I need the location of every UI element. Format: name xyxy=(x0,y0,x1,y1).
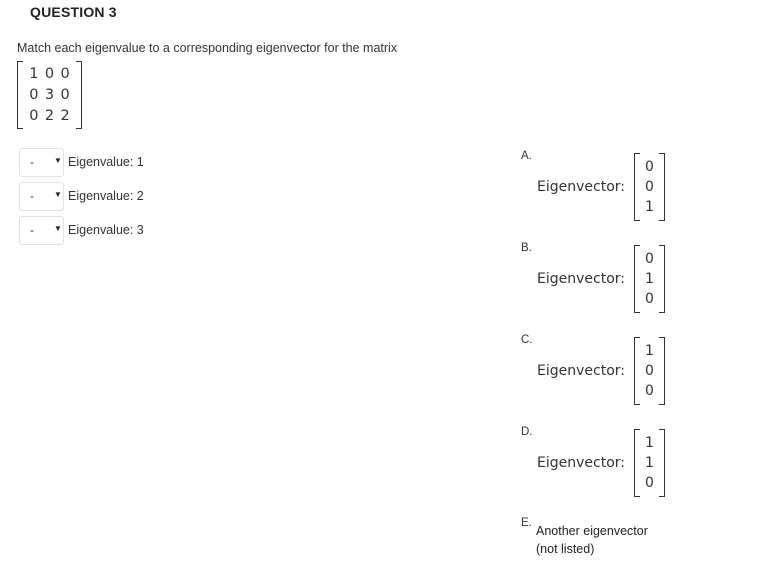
select-value: - xyxy=(30,155,34,169)
question-title: QUESTION 3 xyxy=(30,4,117,20)
option-c-letter: C. xyxy=(521,334,533,346)
matrix-cell: 0 xyxy=(29,86,39,103)
vector-cell: 1 xyxy=(645,435,654,451)
option-e-letter: E. xyxy=(521,517,532,529)
option-c-vector xyxy=(634,337,665,405)
option-b-label: Eigenvector: xyxy=(537,271,625,287)
option-a-letter: A. xyxy=(521,150,532,162)
dropdown-arrow-icon: ▼ xyxy=(54,156,62,165)
matrix-cell: 0 xyxy=(60,86,70,103)
eigenvalue-2-select[interactable] xyxy=(19,182,64,211)
vector-cell: 0 xyxy=(645,179,654,195)
matrix-cell: 0 xyxy=(29,107,39,124)
vector-cell: 1 xyxy=(645,271,654,287)
option-e-line2: (not listed) xyxy=(536,542,595,556)
eigenvalue-3-select[interactable] xyxy=(19,216,64,245)
vector-cell: 0 xyxy=(645,383,654,399)
option-a-vector xyxy=(634,153,665,221)
option-e-text xyxy=(536,522,676,558)
select-value: - xyxy=(30,223,34,237)
eigenvalue-3-label: Eigenvalue: 3 xyxy=(68,223,144,237)
vector-cell: 0 xyxy=(645,251,654,267)
vector-cell: 1 xyxy=(645,199,654,215)
dropdown-arrow-icon: ▼ xyxy=(54,224,62,233)
option-b-vector xyxy=(634,245,665,313)
matrix-cell: 1 xyxy=(29,66,39,83)
vector-cell: 0 xyxy=(645,363,654,379)
vector-cell: 0 xyxy=(645,475,654,491)
dropdown-arrow-icon: ▼ xyxy=(54,190,62,199)
option-c-label: Eigenvector: xyxy=(537,363,625,379)
matrix-cell: 0 xyxy=(44,66,55,83)
vector-cell: 0 xyxy=(645,291,654,307)
question-prompt: Match each eigenvalue to a corresponding eigenvector for the matrix xyxy=(17,41,398,55)
select-value: - xyxy=(30,189,34,203)
question-matrix xyxy=(17,61,82,129)
option-d-label: Eigenvector: xyxy=(537,455,625,471)
matrix-cell: 2 xyxy=(60,107,70,124)
option-e-line1: Another eigenvector xyxy=(536,524,648,538)
matrix-cell: 2 xyxy=(44,107,55,124)
eigenvalue-1-select[interactable] xyxy=(19,148,64,177)
vector-cell: 0 xyxy=(645,159,654,175)
eigenvalue-1-label: Eigenvalue: 1 xyxy=(68,155,144,169)
option-d-vector xyxy=(634,429,665,497)
option-a-label: Eigenvector: xyxy=(537,179,625,195)
matrix-cell: 3 xyxy=(44,86,55,103)
vector-cell: 1 xyxy=(645,455,654,471)
option-b-letter: B. xyxy=(521,242,532,254)
vector-cell: 1 xyxy=(645,343,654,359)
matrix-cell: 0 xyxy=(60,66,70,83)
eigenvalue-2-label: Eigenvalue: 2 xyxy=(68,189,144,203)
option-d-letter: D. xyxy=(521,426,533,438)
